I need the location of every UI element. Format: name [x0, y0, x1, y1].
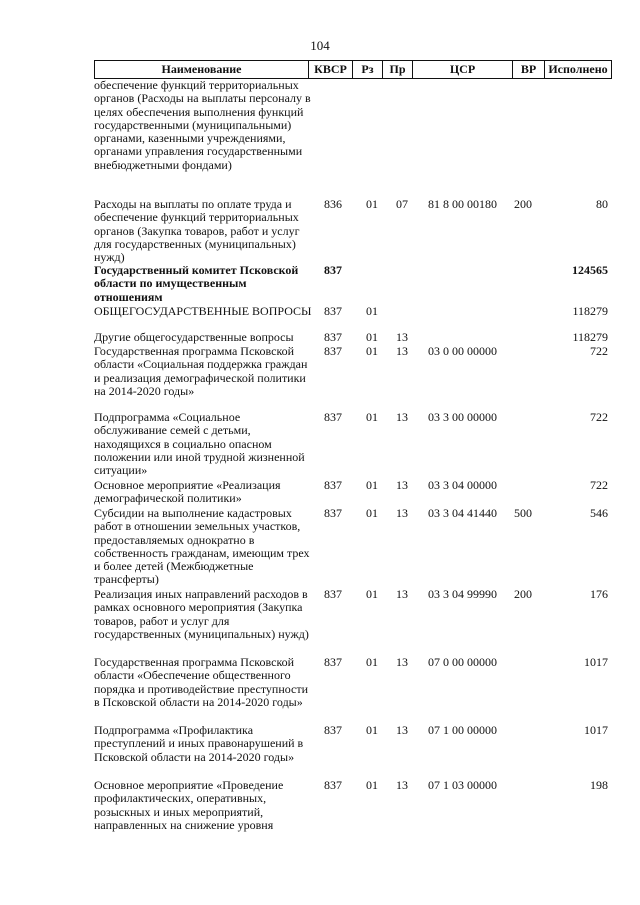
row-rz: 01	[366, 330, 378, 344]
row-kvsr: 837	[324, 344, 342, 358]
header-pr: Пр	[383, 61, 413, 78]
row-pr: 07	[396, 197, 408, 211]
row-name: Государственная программа Псковской области «Социальная поддержка граждан и реализация демографической политики на 2014-2020 годы»	[94, 344, 308, 398]
row-name: Подпрограмма «Социальное обслуживание семей с детьми, находящихся в социально опасном положении или иной трудной жизненной ситуации»	[94, 410, 305, 478]
row-isp: 722	[590, 410, 608, 424]
row-name: Основное мероприятие «Проведение профилактических, оперативных, розыскных и иных мероприятий, направленных на снижение уровня	[94, 778, 284, 832]
row-name: Основное мероприятие «Реализация демографической политики»	[94, 478, 281, 506]
row-kvsr: 837	[324, 587, 342, 601]
row-isp: 124565	[572, 263, 608, 277]
row-name: ОБЩЕГОСУДАРСТВЕННЫЕ ВОПРОСЫ	[94, 304, 312, 318]
row-csr: 03 3 00 00000	[428, 410, 497, 424]
row-pr: 13	[396, 587, 408, 601]
row-pr: 13	[396, 506, 408, 520]
row-name: Реализация иных направлений расходов в рамках основного мероприятия (Закупка товаров, работ и услуг для государственных (муниципальных) нужд)	[94, 587, 309, 641]
row-pr: 13	[396, 723, 408, 737]
header-rz: Рз	[353, 61, 383, 78]
row-csr: 81 8 00 00180	[428, 197, 497, 211]
row-isp: 1017	[584, 723, 608, 737]
row-rz: 01	[366, 655, 378, 669]
row-rz: 01	[366, 587, 378, 601]
header-name: Наименование	[95, 61, 309, 78]
row-isp: 118279	[572, 330, 608, 344]
row-csr: 03 0 00 00000	[428, 344, 497, 358]
row-kvsr: 837	[324, 410, 342, 424]
row-name: Государственный комитет Псковской области по имущественным отношениям	[94, 263, 299, 304]
row-kvsr: 837	[324, 478, 342, 492]
header-kvsr: КВСР	[309, 61, 353, 78]
row-name: Расходы на выплаты по оплате труда и обеспечение функций территориальных органов (Закупка товаров, работ и услуг для государственных (муниципальных) нужд)	[94, 197, 300, 265]
row-isp: 176	[590, 587, 608, 601]
row-rz: 01	[366, 478, 378, 492]
row-csr: 07 1 00 00000	[428, 723, 497, 737]
row-csr: 07 0 00 00000	[428, 655, 497, 669]
row-csr: 07 1 03 00000	[428, 778, 497, 792]
row-kvsr: 837	[324, 723, 342, 737]
row-pr: 13	[396, 330, 408, 344]
row-rz: 01	[366, 778, 378, 792]
row-isp: 80	[596, 197, 608, 211]
row-rz: 01	[366, 344, 378, 358]
row-csr: 03 3 04 41440	[428, 506, 497, 520]
row-vr: 200	[514, 587, 532, 601]
row-name: Субсидии на выполнение кадастровых работ в отношении земельных участков, предоставляемых однократно в собственность гражданам, имеющим трех и более детей (Межбюджетные трансферты)	[94, 506, 310, 587]
row-isp: 722	[590, 478, 608, 492]
row-kvsr: 837	[324, 655, 342, 669]
row-rz: 01	[366, 723, 378, 737]
row-isp: 118279	[572, 304, 608, 318]
row-rz: 01	[366, 506, 378, 520]
row-kvsr: 837	[324, 330, 342, 344]
row-pr: 13	[396, 410, 408, 424]
row-csr: 03 3 04 00000	[428, 478, 497, 492]
table-header	[94, 60, 612, 79]
header-vr: ВР	[513, 61, 545, 78]
page-number: 104	[310, 38, 330, 53]
row-pr: 13	[396, 655, 408, 669]
row-kvsr: 837	[324, 304, 342, 318]
row-kvsr: 836	[324, 197, 342, 211]
row-isp: 546	[590, 506, 608, 520]
row-rz: 01	[366, 304, 378, 318]
row-vr: 200	[514, 197, 532, 211]
header-csr: ЦСР	[413, 61, 513, 78]
row-pr: 13	[396, 344, 408, 358]
row-name: Государственная программа Псковской области «Обеспечение общественного порядка и противодействие преступности в Псковской области на 2014-2020 годы»	[94, 655, 309, 709]
row-name: Другие общегосударственные вопросы	[94, 330, 294, 344]
row-isp: 1017	[584, 655, 608, 669]
row-pr: 13	[396, 478, 408, 492]
row-kvsr: 837	[324, 778, 342, 792]
row-pr: 13	[396, 778, 408, 792]
row-name: Подпрограмма «Профилактика преступлений и иных правонарушений в Псковской области на 2014-2020 годы»	[94, 723, 304, 764]
row-isp: 198	[590, 778, 608, 792]
row-kvsr: 837	[324, 263, 342, 277]
row-rz: 01	[366, 197, 378, 211]
row-vr: 500	[514, 506, 532, 520]
row-csr: 03 3 04 99990	[428, 587, 497, 601]
row-kvsr: 837	[324, 506, 342, 520]
header-isp: Исполнено	[548, 62, 608, 76]
row-isp: 722	[590, 344, 608, 358]
row-name: обеспечение функций территориальных органов (Расходы на выплаты персоналу в целях обеспечения выполнения функций государственными (муниципальными) органами, казенными учреждениями, органами управления государственными внебюджетными фондами)	[94, 78, 311, 172]
row-rz: 01	[366, 410, 378, 424]
